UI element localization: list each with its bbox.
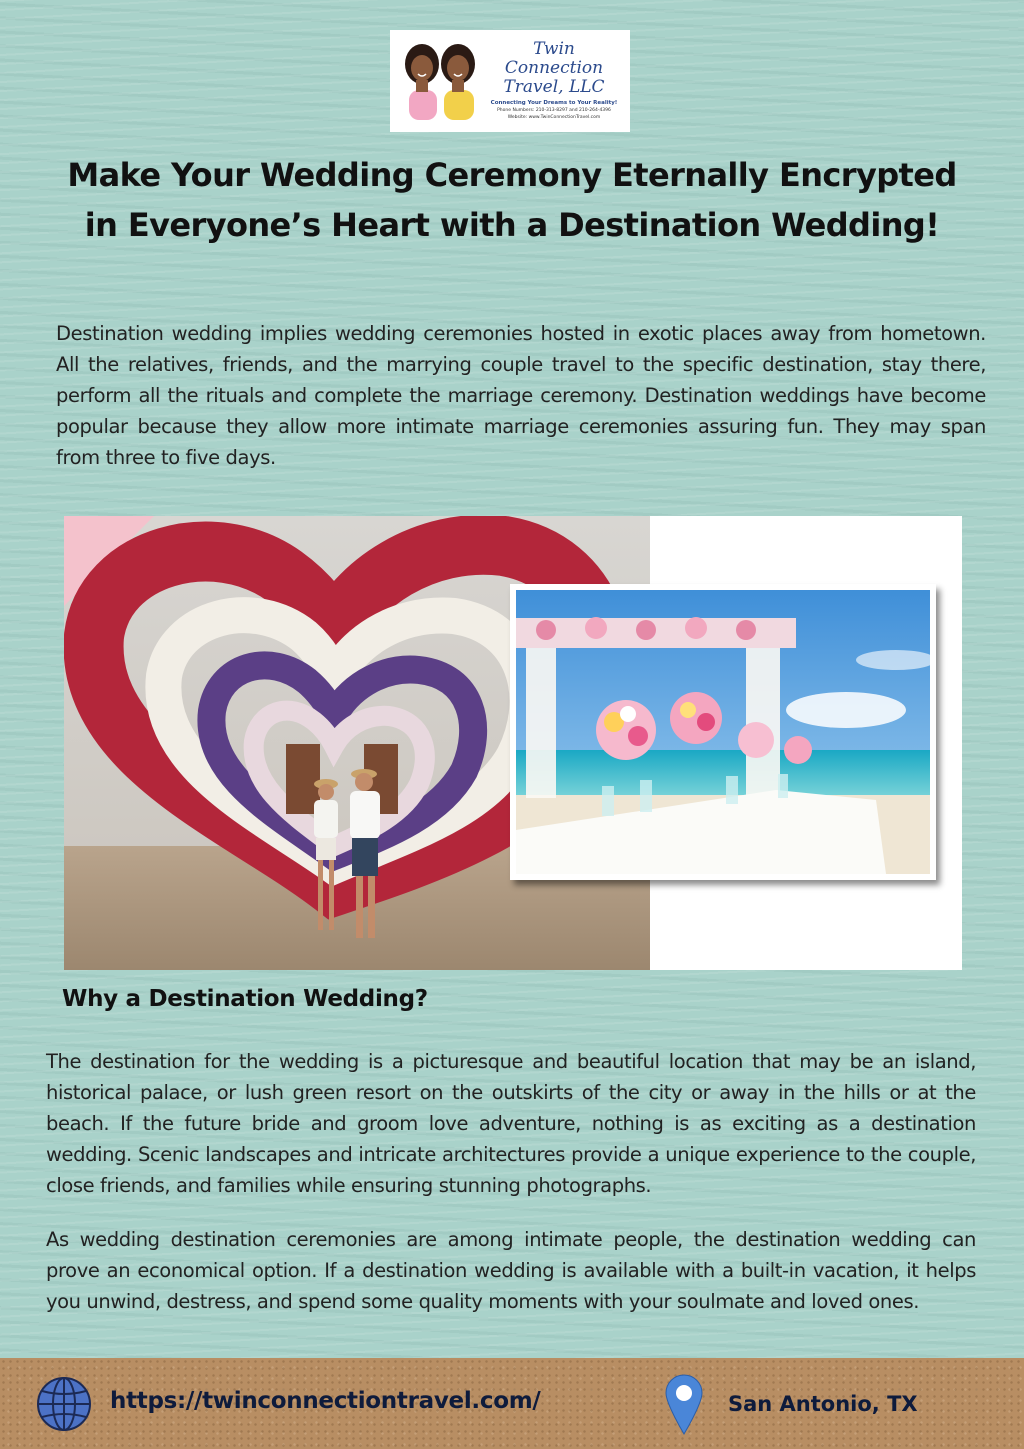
footer-bar — [0, 1358, 1024, 1449]
website-link[interactable]: https://twinconnectiontravel.com/ — [110, 1388, 541, 1414]
location-pin-icon — [664, 1374, 704, 1436]
beach-wedding-table-photo — [516, 590, 930, 874]
body-paragraph: The destination for the wedding is a picturesque and beautiful location that may be an island, historical palace, or lush green resort on the outskirts of the city or away in the hills or at the beach. If the future bride and groom love adventure, nothing is as exciting as a destination wedding. Scenic landscapes and intricate architectures provide a unique experience to the couple, close friends, and families while ensuring stunning photographs. — [46, 1050, 976, 1197]
photo-collage — [64, 516, 962, 970]
page-title: Make Your Wedding Ceremony Eternally Encrypted in Everyone’s Heart with a Destination Wedding! — [67, 156, 957, 244]
globe-icon — [36, 1376, 92, 1432]
brand-tagline: Connecting Your Dreams to Your Reality! — [490, 100, 618, 106]
twin-avatars-illustration — [396, 38, 484, 124]
intro-paragraph: Destination wedding implies wedding ceremonies hosted in exotic places away from hometown. All the relatives, friends, and the marrying couple travel to the specific destination, stay there, perform all the rituals and complete the marriage ceremony. Destination weddings have become popular because they allow more intimate marriage ceremonies assuring fun. They may span from three to five days. — [56, 322, 986, 469]
logo-text-block — [484, 40, 624, 120]
brand-phone-numbers: Phone Numbers: 210-313-8297 and 210-264-4396 — [497, 108, 611, 113]
brand-name: Twin Connection Travel, LLC — [503, 39, 605, 97]
section-heading: Why a Destination Wedding? — [62, 986, 428, 1012]
beach-table-photo-frame — [510, 584, 936, 880]
body-paragraph: As wedding destination ceremonies are among intimate people, the destination wedding can prove an economical option. If a destination wedding is available with a built-in vacation, it helps you unwind, destress, and spend some quality moments with your soulmate and loved ones. — [46, 1228, 976, 1313]
company-logo — [390, 30, 630, 132]
brand-website-line: Website: www.TwinConnectionTravel.com — [507, 115, 601, 120]
location-text: San Antonio, TX — [728, 1392, 918, 1416]
